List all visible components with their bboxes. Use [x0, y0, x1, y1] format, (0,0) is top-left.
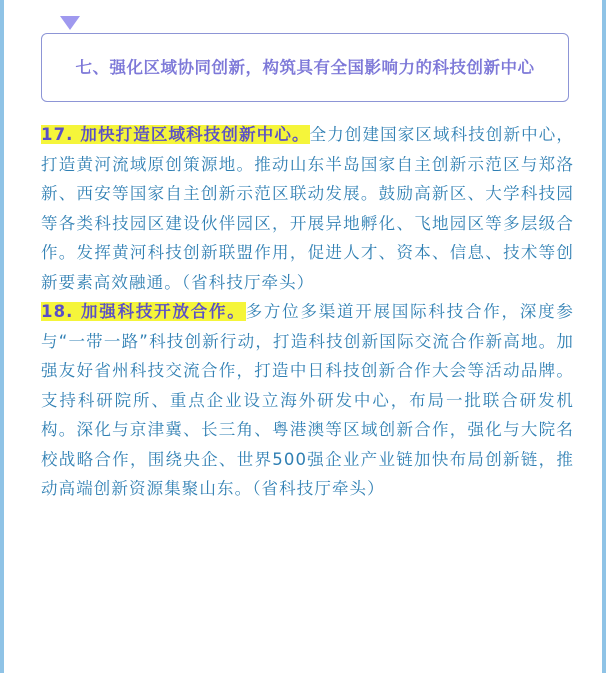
paragraph-18: [41, 297, 574, 504]
down-arrow-icon: [60, 16, 80, 30]
article-body: [41, 120, 574, 504]
section-heading-box: [41, 33, 569, 102]
item-18-body: 多方位多渠道开展国际科技合作，深度参与“一带一路”科技创新行动，打造科技创新国际交流合作新高地。加强友好省州科技交流合作，打造中日科技创新合作大会等活动品牌。支持科研院所、重点企业设立海外研发中心，布局一批联合研发机构。深化与京津冀、长三角、粤港澳等区域创新合作，强化与大院名校战略合作，围绕央企、世界500强企业产业链加快布局创新链，推动高端创新资源集聚山东。（省科技厅牵头）: [41, 302, 574, 498]
section-heading: 七、强化区域协同创新，构筑具有全国影响力的科技创新中心: [75, 57, 535, 77]
paragraph-17: [41, 120, 574, 297]
item-18-title: 18. 加强科技开放合作。: [41, 302, 246, 321]
item-17-title: 17. 加快打造区域科技创新中心。: [41, 125, 310, 144]
item-17-body: 全力创建国家区域科技创新中心，打造黄河流域原创策源地。推动山东半岛国家自主创新示范区与郑洛新、西安等国家自主创新示范区联动发展。鼓励高新区、大学科技园等各类科技园区建设伙伴园区，开展异地孵化、飞地园区等多层级合作。发挥黄河科技创新联盟作用，促进人才、资本、信息、技术等创新要素高效融通。（省科技厅牵头）: [41, 125, 574, 292]
